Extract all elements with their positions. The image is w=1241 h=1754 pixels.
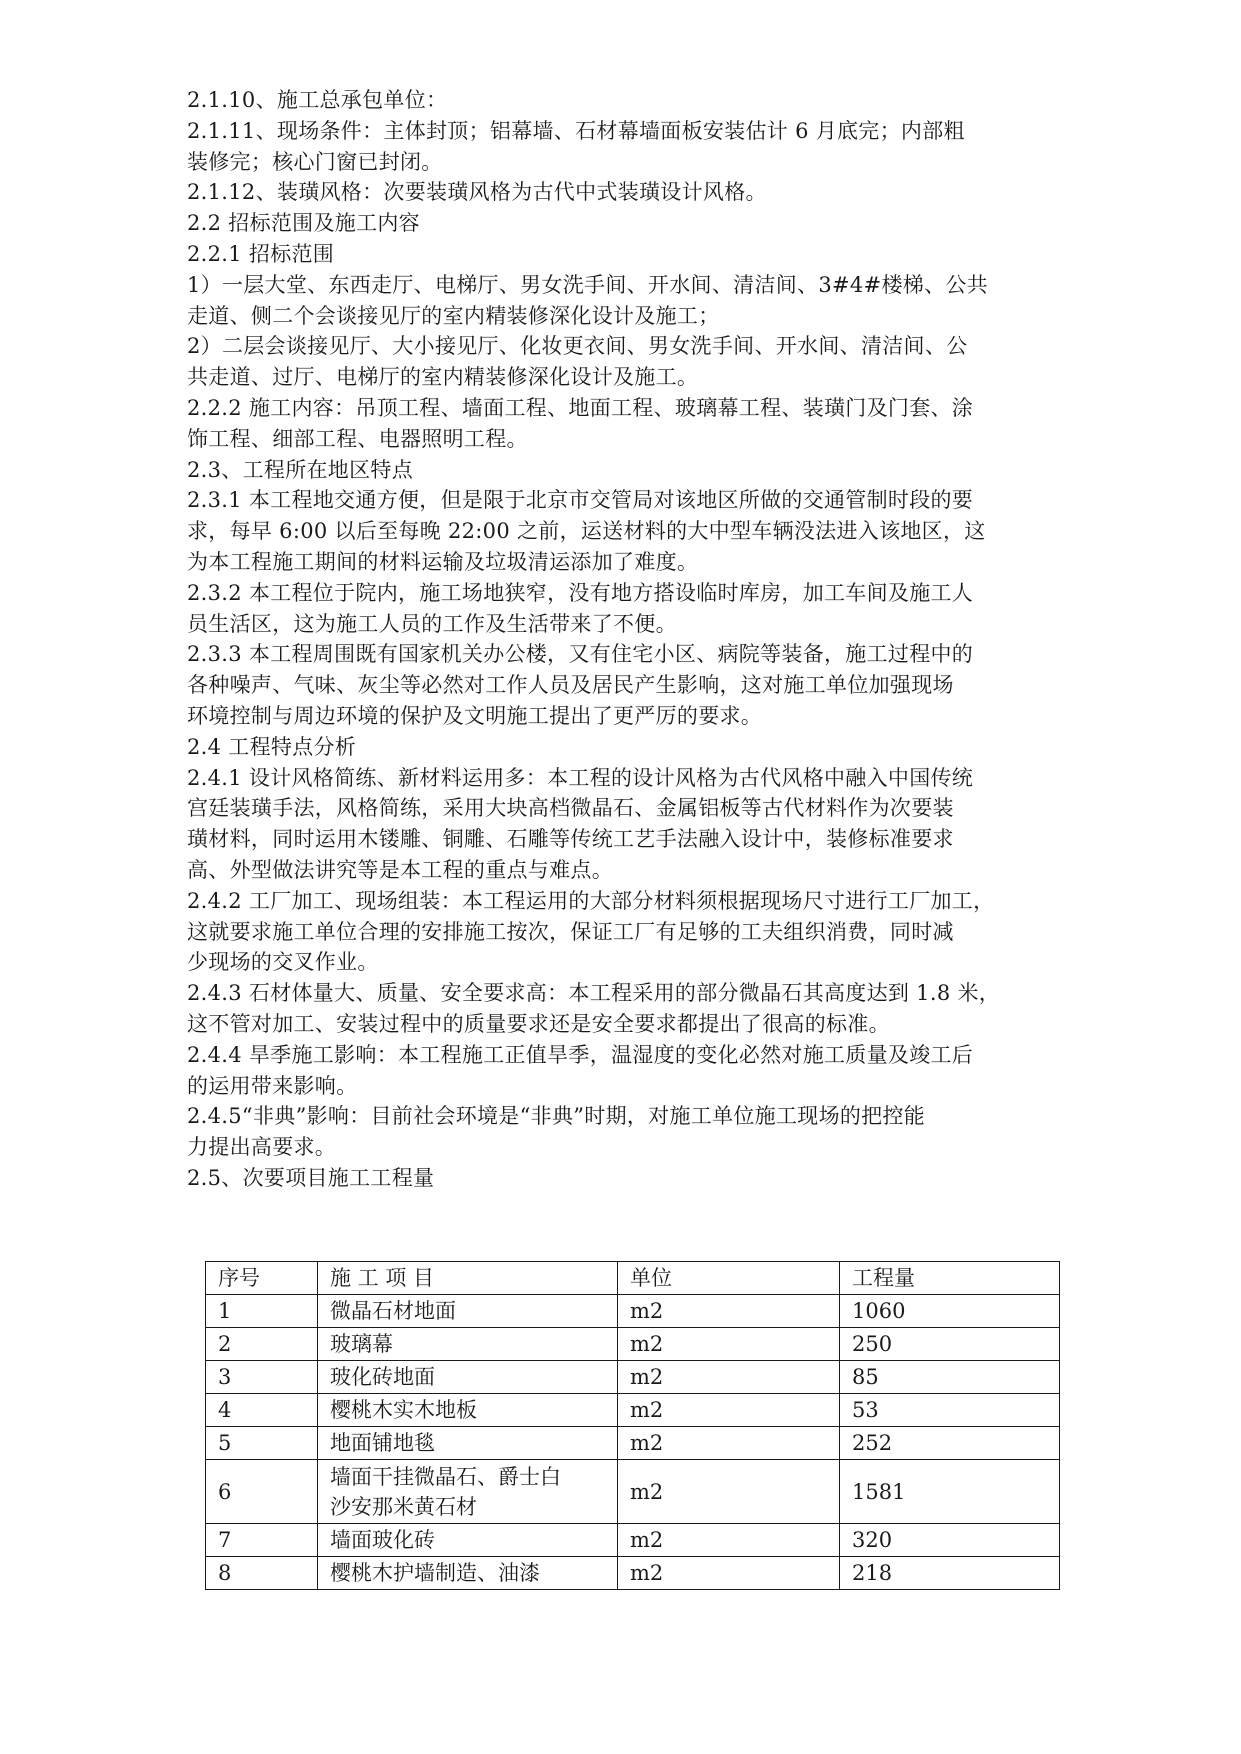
cell-index: 6: [206, 1460, 318, 1524]
text-line: 2.4 工程特点分析: [187, 734, 357, 759]
cell-index: 3: [206, 1361, 318, 1394]
cell-quantity: 85: [840, 1361, 1060, 1394]
table-row: [206, 1427, 1060, 1460]
cell-item: 樱桃木护墙制造、油漆: [318, 1557, 618, 1590]
text-line: 2.1.10、施工总承包单位：: [187, 88, 448, 112]
table-row: [206, 1328, 1060, 1361]
table-body: [206, 1295, 1060, 1590]
table-row: [206, 1524, 1060, 1557]
table-row: [206, 1557, 1060, 1590]
text-line: 各种噪声、气味、灰尘等必然对工作人员及居民产生影响，这对施工单位加强现场: [187, 673, 954, 698]
text-line: 这不管对加工、安装过程中的质量要求还是安全要求都提出了很高的标准。: [187, 1012, 890, 1036]
text-line: 2.4.1 设计风格简练、新材料运用多：本工程的设计风格为古代风格中融入中国传统: [187, 765, 974, 790]
header-cell-unit: 单位: [618, 1262, 840, 1295]
text-line: 2.1.11、现场条件：主体封顶；铝幕墙、石材幕墙面板安装估计 6 月底完；内部粗: [187, 118, 965, 143]
text-line: 饰工程、细部工程、电器照明工程。: [187, 426, 528, 451]
text-line: 2.2.1 招标范围: [187, 242, 335, 266]
cell-index: 8: [206, 1557, 318, 1590]
text-line: 力提出高要求。: [187, 1135, 337, 1160]
text-line: 2.1.12、装璜风格：次要装璜风格为古代中式装璜设计风格。: [187, 180, 767, 205]
text-line: 2.3.3 本工程周围既有国家机关办公楼，又有住宅小区、病院等装备，施工过程中的: [187, 642, 974, 667]
table-header-row: [206, 1262, 1060, 1295]
cell-index: 4: [206, 1394, 318, 1427]
cell-index: 1: [206, 1295, 318, 1328]
text-line: 2.5、次要项目施工工程量: [187, 1166, 435, 1190]
text-line: 求，每早 6:00 以后至每晚 22:00 之前，运送材料的大中型车辆没法进入该地区，这: [187, 519, 986, 544]
cell-item: 樱桃木实木地板: [318, 1394, 618, 1427]
cell-unit: m2: [618, 1557, 840, 1590]
text-line: 共走道、过厅、电梯厅的室内精装修深化设计及施工。: [187, 365, 699, 390]
cell-item: 玻璃幕: [318, 1328, 618, 1361]
text-line: 2.3.1 本工程地交通方便，但是限于北京市交管局对该地区所做的交通管制时段的要: [187, 488, 974, 513]
cell-unit: m2: [618, 1524, 840, 1557]
text-line: 宫廷装璜手法，风格简练，采用大块高档微晶石、金属铝板等古代材料作为次要装: [187, 796, 954, 821]
text-line: 这就要求施工单位合理的安排施工按次，保证工厂有足够的工夫组织消费，同时减: [187, 919, 954, 944]
text-line: 2.2.2 施工内容：吊顶工程、墙面工程、地面工程、玻璃幕工程、装璜门及门套、涂: [187, 396, 974, 420]
cell-quantity: 250: [840, 1328, 1060, 1361]
cell-item: 墙面玻化砖: [318, 1524, 618, 1557]
text-line: 员生活区，这为施工人员的工作及生活带来了不便。: [187, 611, 677, 636]
cell-index: 5: [206, 1427, 318, 1460]
text-line: 环境控制与周边环境的保护及文明施工提出了更严厉的要求。: [187, 704, 763, 728]
text-line: 2）二层会谈接见厅、大小接见厅、化妆更衣间、男女洗手间、开水间、清洁间、公: [187, 334, 968, 359]
text-line: 2.4.3 石材体量大、质量、安全要求高：本工程采用的部分微晶石其高度达到 1.8 米，: [187, 981, 1001, 1006]
table-row: [206, 1394, 1060, 1427]
text-line: 装修完；核心门窗已封闭。: [187, 149, 443, 174]
text-line: 2.4.5“非典”影响：目前社会环境是“非典”时期，对施工单位施工现场的把控能: [187, 1104, 926, 1129]
cell-unit: m2: [618, 1460, 840, 1524]
cell-unit: m2: [618, 1427, 840, 1460]
text-line: 2.2 招标范围及施工内容: [187, 211, 420, 236]
cell-index: 7: [206, 1524, 318, 1557]
header-cell-item: 施 工 项 目: [318, 1262, 618, 1295]
cell-unit: m2: [618, 1394, 840, 1427]
cell-unit: m2: [618, 1295, 840, 1328]
cell-quantity: 53: [840, 1394, 1060, 1427]
cell-quantity: 320: [840, 1524, 1060, 1557]
cell-quantity: 252: [840, 1427, 1060, 1460]
cell-item: 墙面干挂微晶石、爵士白 沙安那米黄石材: [318, 1460, 618, 1524]
text-line: 为本工程施工期间的材料运输及垃圾清运添加了难度。: [187, 550, 699, 574]
text-line: 2.4.2 工厂加工、现场组装：本工程运用的大部分材料须根据现场尺寸进行工厂加工，: [187, 888, 995, 913]
header-cell-quantity: 工程量: [840, 1262, 1060, 1295]
cell-quantity: 1581: [840, 1460, 1060, 1524]
cell-item: 微晶石材地面: [318, 1295, 618, 1328]
text-line: 1）一层大堂、东西走厅、电梯厅、男女洗手间、开水间、清洁间、3#4#楼梯、公共: [187, 272, 988, 297]
header-cell-index: 序号: [206, 1262, 318, 1295]
text-line: 2.3、工程所在地区特点: [187, 457, 413, 482]
text-line: 璜材料，同时运用木镂雕、铜雕、石雕等传统工艺手法融入设计中，装修标准要求: [187, 827, 954, 852]
cell-item: 玻化砖地面: [318, 1361, 618, 1394]
text-line: 的运用带来影响。: [187, 1073, 358, 1098]
cell-quantity: 1060: [840, 1295, 1060, 1328]
quantity-table: [205, 1261, 1060, 1590]
text-line: 高、外型做法讲究等是本工程的重点与难点。: [187, 858, 613, 882]
table-row: [206, 1295, 1060, 1328]
text-line: 2.3.2 本工程位于院内，施工场地狭窄，没有地方搭设临时库房，加工车间及施工人: [187, 580, 974, 605]
cell-unit: m2: [618, 1328, 840, 1361]
cell-index: 2: [206, 1328, 318, 1361]
cell-item: 地面铺地毯: [318, 1427, 618, 1460]
table-row: [206, 1361, 1060, 1394]
table-row: [206, 1460, 1060, 1524]
cell-unit: m2: [618, 1361, 840, 1394]
text-line: 2.4.4 旱季施工影响：本工程施工正值旱季，温湿度的变化必然对施工质量及竣工后: [187, 1042, 974, 1067]
text-line: 走道、侧二个会谈接见厅的室内精装修深化设计及施工；: [187, 303, 720, 328]
text-line: 少现场的交叉作业。: [187, 950, 379, 975]
cell-quantity: 218: [840, 1557, 1060, 1590]
